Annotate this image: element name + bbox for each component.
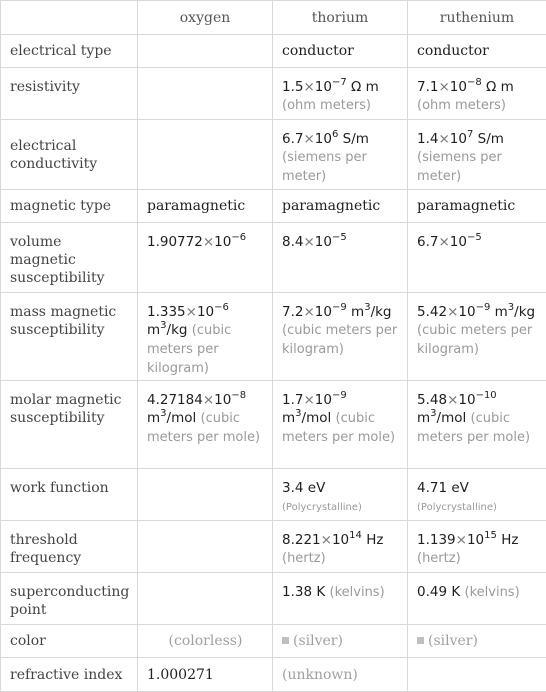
table-row xyxy=(1,625,546,658)
unit-name: (cubic meters per mole) xyxy=(282,411,395,445)
value-unit: m xyxy=(282,410,295,426)
value-unit: S/m xyxy=(478,131,504,147)
unit-exponent: 3 xyxy=(160,408,166,419)
times-sign: × xyxy=(447,304,458,320)
value-exponent: −8 xyxy=(231,390,246,401)
value-base: 10 xyxy=(315,234,332,250)
table-row xyxy=(1,120,546,190)
header-row xyxy=(1,1,546,35)
cell-oxygen-mass-susceptibility xyxy=(138,293,273,381)
cell-oxygen-magnetic-type: paramagnetic xyxy=(138,190,273,223)
unit-name: (cubic meters per kilogram) xyxy=(417,323,532,357)
times-sign: × xyxy=(186,304,197,320)
cell-thorium-refractive-index: (unknown) xyxy=(273,658,408,692)
value-mantissa: 6.7 xyxy=(282,131,303,147)
value-unit: m xyxy=(417,410,430,426)
cell-thorium-electrical-conductivity xyxy=(273,120,408,190)
value-mantissa: 1.7 xyxy=(282,392,303,408)
value-mantissa: 1.4 xyxy=(417,131,438,147)
corner-cell xyxy=(1,1,138,35)
cell-ruthenium-volume-susceptibility xyxy=(408,223,546,293)
cell-ruthenium-work-function xyxy=(408,469,546,521)
value-unit: Hz xyxy=(366,532,383,548)
cell-ruthenium-mass-susceptibility xyxy=(408,293,546,381)
value-unit-rest: /kg xyxy=(371,304,392,320)
unit-name: (hertz) xyxy=(417,551,461,566)
value-unit: m xyxy=(147,322,160,338)
value-mantissa: 1.335 xyxy=(147,304,186,320)
value-exponent: 6 xyxy=(332,129,338,140)
value-exponent: −9 xyxy=(332,390,347,401)
row-label-electrical-type: electrical type xyxy=(1,35,138,68)
value-base: 10 xyxy=(450,131,467,147)
color-name: (silver) xyxy=(293,633,343,649)
times-sign: × xyxy=(447,392,458,408)
value-unit-rest: /kg xyxy=(167,322,188,338)
cell-oxygen-resistivity xyxy=(138,68,273,120)
value-mantissa: 7.2 xyxy=(282,304,303,320)
value-base: 10 xyxy=(315,79,332,95)
times-sign: × xyxy=(438,234,449,250)
cell-thorium-work-function xyxy=(273,469,408,521)
table-row xyxy=(1,469,546,521)
color-name: (silver) xyxy=(428,633,478,649)
value-unit-rest: /mol xyxy=(437,410,467,426)
value-base: 10 xyxy=(315,131,332,147)
value-mantissa: 6.7 xyxy=(417,234,438,250)
unit-name: (siemens per meter) xyxy=(417,150,502,184)
times-sign: × xyxy=(203,392,214,408)
unit-name: (ohm meters) xyxy=(417,98,506,113)
color-swatch-icon xyxy=(417,637,424,644)
value-base: 10 xyxy=(315,304,332,320)
row-label-volume-susceptibility: volume magnetic susceptibility xyxy=(1,223,138,293)
row-label-threshold-frequency: threshold frequency xyxy=(1,521,138,573)
table-row xyxy=(1,35,546,68)
value-mantissa: 1.90772 xyxy=(147,234,203,250)
row-label-mass-susceptibility: mass magnetic susceptibility xyxy=(1,293,138,381)
times-sign: × xyxy=(303,304,314,320)
value-unit: K xyxy=(451,584,460,600)
value-unit: m xyxy=(495,304,508,320)
row-label-resistivity: resistivity xyxy=(1,68,138,120)
times-sign: × xyxy=(438,79,449,95)
table-row xyxy=(1,381,546,469)
cell-thorium-electrical-type: conductor xyxy=(273,35,408,68)
value-exponent: −5 xyxy=(332,232,347,243)
table-row xyxy=(1,68,546,120)
value: 1.38 xyxy=(282,584,312,600)
table-row xyxy=(1,658,546,692)
value-exponent: −9 xyxy=(332,302,347,313)
unit-name: (kelvins) xyxy=(330,585,385,600)
value-exponent: −6 xyxy=(231,232,246,243)
times-sign: × xyxy=(303,234,314,250)
cell-ruthenium-threshold-frequency xyxy=(408,521,546,573)
cell-oxygen-volume-susceptibility xyxy=(138,223,273,293)
value-base: 10 xyxy=(467,532,484,548)
value-exponent: 14 xyxy=(349,530,362,541)
table-row xyxy=(1,293,546,381)
unit-name: (cubic meters per mole) xyxy=(417,411,530,445)
value-note: (Polycrystalline) xyxy=(282,502,362,513)
value-mantissa: 5.42 xyxy=(417,304,447,320)
row-label-work-function: work function xyxy=(1,469,138,521)
unit-exponent: 3 xyxy=(160,320,166,331)
value-exponent: −9 xyxy=(476,302,491,313)
cell-thorium-volume-susceptibility xyxy=(273,223,408,293)
cell-thorium-mass-susceptibility xyxy=(273,293,408,381)
cell-ruthenium-molar-susceptibility xyxy=(408,381,546,469)
cell-ruthenium-refractive-index xyxy=(408,658,546,692)
column-header-oxygen: oxygen xyxy=(138,1,273,35)
value-exponent: −8 xyxy=(467,77,482,88)
value-unit-rest: /kg xyxy=(514,304,535,320)
cell-thorium-magnetic-type: paramagnetic xyxy=(273,190,408,223)
value-unit: Ω m xyxy=(351,79,379,95)
table-row xyxy=(1,521,546,573)
value-unit-rest: /mol xyxy=(167,410,197,426)
value-exponent: 15 xyxy=(484,530,497,541)
value-mantissa: 7.1 xyxy=(417,79,438,95)
table-row xyxy=(1,190,546,223)
cell-oxygen-superconducting-point xyxy=(138,573,273,625)
value-base: 10 xyxy=(458,392,475,408)
cell-thorium-molar-susceptibility xyxy=(273,381,408,469)
row-label-electrical-conductivity: electrical conductivity xyxy=(1,120,138,190)
cell-oxygen-color: (colorless) xyxy=(138,625,273,658)
times-sign: × xyxy=(456,532,467,548)
value-base: 10 xyxy=(315,392,332,408)
times-sign: × xyxy=(321,532,332,548)
value-mantissa: 1.139 xyxy=(417,532,456,548)
cell-oxygen-molar-susceptibility xyxy=(138,381,273,469)
value-unit: Hz xyxy=(501,532,518,548)
value-base: 10 xyxy=(332,532,349,548)
row-label-color: color xyxy=(1,625,138,658)
cell-oxygen-work-function xyxy=(138,469,273,521)
cell-oxygen-refractive-index: 1.000271 xyxy=(138,658,273,692)
unit-name: (cubic meters per kilogram) xyxy=(282,323,397,357)
value: 4.71 eV xyxy=(417,480,469,496)
value-mantissa: 1.5 xyxy=(282,79,303,95)
unit-name: (cubic meters per mole) xyxy=(147,411,260,445)
cell-ruthenium-electrical-conductivity xyxy=(408,120,546,190)
value-exponent: −6 xyxy=(214,302,229,313)
value: 0.49 xyxy=(417,584,447,600)
value-base: 10 xyxy=(214,392,231,408)
value-base: 10 xyxy=(450,234,467,250)
unit-name: (ohm meters) xyxy=(282,98,371,113)
value-unit: m xyxy=(147,410,160,426)
row-label-superconducting-point: superconducting point xyxy=(1,573,138,625)
value-base: 10 xyxy=(450,79,467,95)
value-exponent: 7 xyxy=(467,129,473,140)
unit-name: (siemens per meter) xyxy=(282,150,367,184)
unit-name: (kelvins) xyxy=(465,585,520,600)
cell-thorium-resistivity xyxy=(273,68,408,120)
unit-name: (hertz) xyxy=(282,551,326,566)
value-unit-rest: /mol xyxy=(302,410,332,426)
times-sign: × xyxy=(438,131,449,147)
value-unit: K xyxy=(316,584,325,600)
cell-ruthenium-magnetic-type: paramagnetic xyxy=(408,190,546,223)
cell-thorium-superconducting-point xyxy=(273,573,408,625)
value-exponent: −7 xyxy=(332,77,347,88)
value: 3.4 eV xyxy=(282,480,325,496)
cell-ruthenium-resistivity xyxy=(408,68,546,120)
color-swatch-icon xyxy=(282,637,289,644)
value-base: 10 xyxy=(458,304,475,320)
value-note: (Polycrystalline) xyxy=(417,502,497,513)
cell-oxygen-electrical-conductivity xyxy=(138,120,273,190)
value-unit: m xyxy=(351,304,364,320)
value-exponent: −5 xyxy=(467,232,482,243)
value-base: 10 xyxy=(214,234,231,250)
row-label-refractive-index: refractive index xyxy=(1,658,138,692)
cell-oxygen-electrical-type xyxy=(138,35,273,68)
cell-oxygen-threshold-frequency xyxy=(138,521,273,573)
table-row xyxy=(1,573,546,625)
cell-ruthenium-superconducting-point xyxy=(408,573,546,625)
cell-thorium-color xyxy=(273,625,408,658)
cell-ruthenium-electrical-type: conductor xyxy=(408,35,546,68)
column-header-ruthenium: ruthenium xyxy=(408,1,546,35)
value-base: 10 xyxy=(197,304,214,320)
cell-ruthenium-color xyxy=(408,625,546,658)
value-mantissa: 4.27184 xyxy=(147,392,203,408)
column-header-thorium: thorium xyxy=(273,1,408,35)
times-sign: × xyxy=(303,131,314,147)
value-unit: Ω m xyxy=(486,79,514,95)
value-mantissa: 8.4 xyxy=(282,234,303,250)
times-sign: × xyxy=(203,234,214,250)
value-mantissa: 8.221 xyxy=(282,532,321,548)
value-unit: S/m xyxy=(343,131,369,147)
table-row xyxy=(1,223,546,293)
unit-name: (cubic meters per kilogram) xyxy=(147,323,231,376)
unit-exponent: 3 xyxy=(508,302,514,313)
row-label-molar-susceptibility: molar magnetic susceptibility xyxy=(1,381,138,469)
times-sign: × xyxy=(303,79,314,95)
value-mantissa: 5.48 xyxy=(417,392,447,408)
unit-exponent: 3 xyxy=(430,408,436,419)
value-exponent: −10 xyxy=(476,390,497,401)
times-sign: × xyxy=(303,392,314,408)
cell-thorium-threshold-frequency xyxy=(273,521,408,573)
row-label-magnetic-type: magnetic type xyxy=(1,190,138,223)
unit-exponent: 3 xyxy=(295,408,301,419)
unit-exponent: 3 xyxy=(364,302,370,313)
